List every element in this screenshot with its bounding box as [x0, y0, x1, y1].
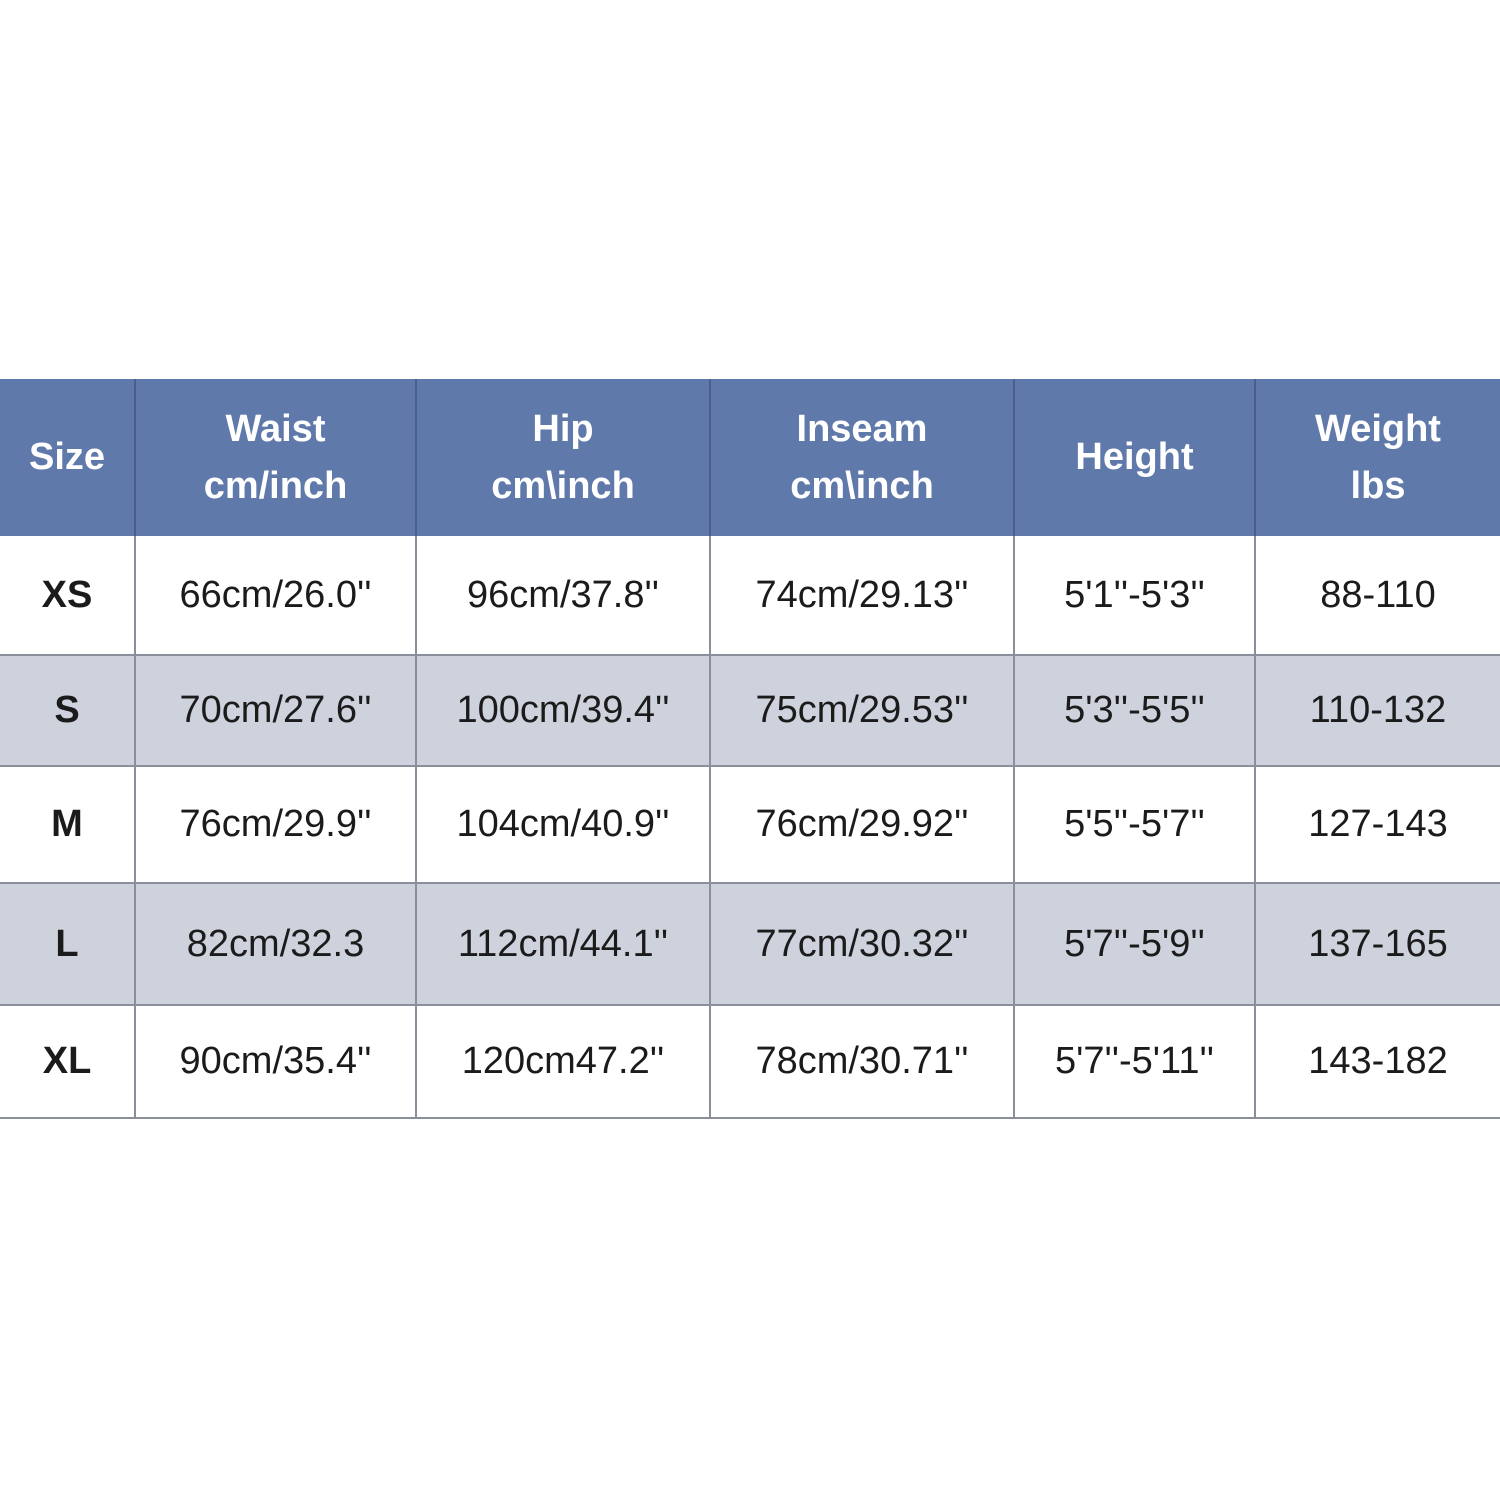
table-row [0, 655, 1500, 766]
waist-cell: 82cm/32.3 [135, 883, 416, 1005]
inseam-cell: 74cm/29.13'' [710, 536, 1014, 655]
waist-cell: 76cm/29.9'' [135, 766, 416, 883]
table-row [0, 883, 1500, 1005]
inseam-cell: 77cm/30.32'' [710, 883, 1014, 1005]
weight-cell: 137-165 [1255, 883, 1500, 1005]
header-size-label: Size [28, 436, 106, 478]
waist-cell: 70cm/27.6'' [135, 655, 416, 766]
height-cell: 5'5''-5'7'' [1014, 766, 1255, 883]
header-hip [416, 379, 710, 536]
table-row [0, 766, 1500, 883]
hip-cell: 112cm/44.1'' [416, 883, 710, 1005]
table-body [0, 536, 1500, 1118]
header-waist-unit: cm/inch [203, 464, 348, 507]
header-row [0, 379, 1500, 536]
size-cell: M [51, 803, 83, 845]
header-size [0, 379, 135, 536]
header-weight-unit: lbs [1350, 464, 1406, 507]
size-cell: S [54, 689, 80, 731]
header-waist-label: Waist [225, 407, 326, 450]
header-inseam [710, 379, 1014, 536]
header-height-label: Height [1075, 436, 1194, 478]
header-inseam-unit: cm\inch [790, 464, 934, 507]
weight-cell: 110-132 [1255, 655, 1500, 766]
height-cell: 5'3''-5'5'' [1014, 655, 1255, 766]
size-cell: L [55, 922, 79, 965]
hip-cell: 100cm/39.4'' [416, 655, 710, 766]
hip-cell: 120cm47.2'' [416, 1005, 710, 1118]
header-weight-label: Weight [1315, 407, 1441, 450]
hip-cell: 104cm/40.9'' [416, 766, 710, 883]
weight-cell: 143-182 [1255, 1005, 1500, 1118]
height-cell: 5'7''-5'11'' [1014, 1005, 1255, 1118]
header-waist [135, 379, 416, 536]
header-hip-label: Hip [532, 407, 594, 450]
inseam-cell: 76cm/29.92'' [710, 766, 1014, 883]
header-inseam-label: Inseam [796, 407, 928, 450]
inseam-cell: 78cm/30.71'' [710, 1005, 1014, 1118]
inseam-cell: 75cm/29.53'' [710, 655, 1014, 766]
header-hip-unit: cm\inch [491, 464, 635, 507]
size-cell: XS [41, 573, 93, 616]
weight-cell: 127-143 [1255, 766, 1500, 883]
weight-cell: 88-110 [1255, 536, 1500, 655]
table-row [0, 536, 1500, 655]
height-cell: 5'1''-5'3'' [1014, 536, 1255, 655]
header-height [1014, 379, 1255, 536]
size-chart-table [0, 379, 1500, 1119]
hip-cell: 96cm/37.8'' [416, 536, 710, 655]
table-header [0, 379, 1500, 536]
size-cell: XL [42, 1040, 92, 1082]
height-cell: 5'7''-5'9'' [1014, 883, 1255, 1005]
waist-cell: 90cm/35.4'' [135, 1005, 416, 1118]
header-weight [1255, 379, 1500, 536]
waist-cell: 66cm/26.0'' [135, 536, 416, 655]
table-row [0, 1005, 1500, 1118]
